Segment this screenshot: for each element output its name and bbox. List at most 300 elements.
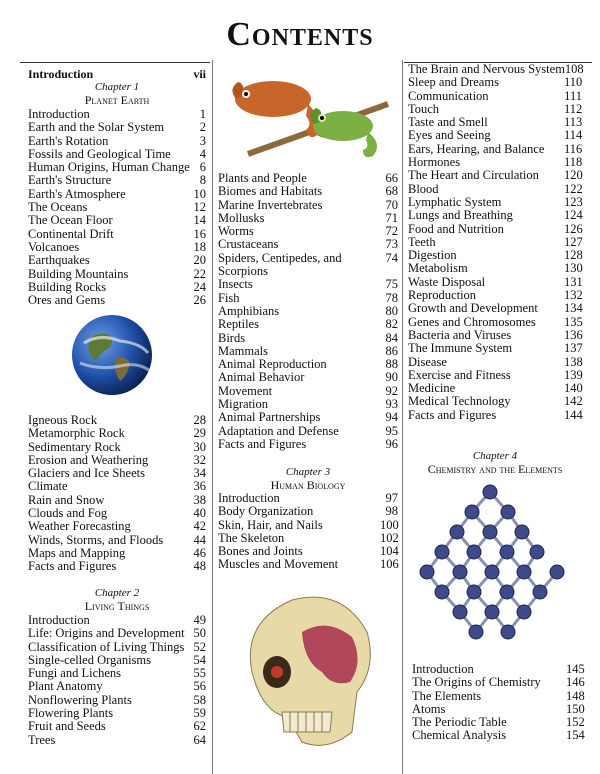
toc-entry-page: 136 [564,327,583,342]
toc-entry-title: Biomes and Habitats [218,184,323,199]
toc-entry [218,398,398,411]
toc-entry-page: 28 [193,413,206,427]
toc-entry-title: Earth's Rotation [28,133,109,148]
toc-entry-title: Animal Behavior [218,370,305,385]
toc-entry-title: Eyes and Seeing [408,128,491,143]
toc-entry-title: The Origins of Chemistry [412,675,541,690]
toc-entry-title: Human Origins, Human Change [28,160,190,175]
toc-entry [218,545,398,558]
toc-entry-title: Muscles and Movement [218,557,339,572]
earth-list-2 [28,414,206,574]
atom [517,605,531,619]
toc-entry-page: 18 [193,239,206,254]
earth-globe-illustration [70,313,155,398]
toc-entry [218,318,398,331]
toc-entry-page: 71 [385,210,398,225]
atom [450,525,464,539]
toc-entry-title: Earth and the Solar System [28,120,165,135]
toc-entry [28,214,206,227]
toc-entry [28,534,206,547]
toc-entry [218,519,398,532]
toc-entry-title: Life: Origins and Development [28,626,185,641]
atom [453,605,467,619]
toc-entry-title: Crustaceans [218,237,279,252]
toc-entry-page: 102 [380,530,399,545]
toc-entry-title: Touch [408,101,440,116]
toc-entry-page: 140 [564,381,583,396]
toc-entry [408,236,582,249]
atom [517,565,531,579]
toc-entry [28,68,206,81]
toc-entry-page: 8 [199,173,206,188]
toc-entry [408,302,582,315]
toc-entry [28,294,206,307]
toc-entry-title: Reproduction [408,288,477,303]
toc-entry-title: Glaciers and Ice Sheets [28,466,145,481]
toc-entry-page: 94 [385,410,398,425]
toc-entry-title: Insects [218,277,253,292]
toc-entry-page: 104 [380,544,399,559]
toc-entry-page: 130 [564,261,583,276]
toc-entry [28,188,206,201]
toc-entry-title: Medical Technology [408,394,511,409]
atom [550,565,564,579]
skull-illustration [232,582,382,758]
toc-entry [28,108,206,121]
toc-entry-page: 154 [566,728,585,743]
toc-entry-page: 128 [564,248,583,263]
atom [465,505,479,519]
toc-entry-title: Metamorphic Rock [28,426,125,441]
toc-entry-title: Animal Partnerships [218,410,321,425]
toc-entry [408,169,582,182]
toc-entry-title: Migration [218,397,268,412]
toc-entry-title: Climate [28,479,68,494]
toc-entry-page: 55 [193,666,206,681]
toc-entry-title: Building Mountains [28,266,129,281]
page-title: Contents [226,16,374,53]
toc-entry [218,292,398,305]
toc-entry-title: Fish [218,290,240,305]
toc-entry-title: Growth and Development [408,301,538,316]
toc-entry-title: The Brain and Nervous System [408,62,565,76]
toc-entry-page: 152 [566,715,585,730]
toc-entry-page: 1 [199,107,206,121]
toc-entry-page: 127 [564,234,583,249]
toc-entry [408,143,582,156]
atom [469,625,483,639]
toc-entry [28,427,206,440]
toc-entry-title: Disease [408,354,447,369]
toc-entry [28,454,206,467]
chapter-2-heading [28,587,206,614]
toc-entry-title: Waste Disposal [408,274,486,289]
toc-entry-title: Spiders, Centipedes, and Scorpions [218,250,342,279]
chapter-1-heading [28,81,206,108]
toc-entry-title: Exercise and Fitness [408,367,511,382]
toc-entry-page: 88 [385,357,398,372]
atom [515,525,529,539]
toc-entry-page: 6 [199,160,206,175]
toc-entry [28,281,206,294]
toc-entry [218,358,398,371]
toc-entry [218,492,398,505]
toc-entry-title: Amphibians [218,303,280,318]
toc-entry-page: 111 [564,88,582,103]
toc-entry-title: The Oceans [28,200,88,215]
toc-entry-title: Metabolism [408,261,468,276]
atom [501,505,515,519]
toc-entry-title: Erosion and Weathering [28,452,149,467]
toc-entry-page: 26 [193,293,206,308]
toc-entry-page: 4 [199,146,206,161]
toc-entry-title: Genes and Chromosomes [408,314,536,329]
toc-entry-page: 123 [564,194,583,209]
toc-entry-title: Fruit and Seeds [28,719,106,734]
atom [467,545,481,559]
toc-entry-page: 131 [564,274,583,289]
toc-entry-page: 82 [385,317,398,332]
toc-entry-page: 106 [380,557,399,572]
toc-entry [28,560,206,573]
toc-entry [408,103,582,116]
toc-entry-page: 86 [385,343,398,358]
toc-entry [28,441,206,454]
toc-entry-page: 42 [193,519,206,534]
toc-entry [28,507,206,520]
toc-entry [218,278,398,291]
toc-entry-page: 142 [564,394,583,409]
toc-entry [28,547,206,560]
toc-entry-page: 74 [385,250,398,265]
atom [485,565,499,579]
chapter-name: Chemistry and the Elements [427,462,563,476]
toc-entry [218,185,398,198]
toc-entry [28,627,206,640]
toc-entry-title: Building Rocks [28,279,107,294]
toc-entry-page: 56 [193,679,206,694]
atom [420,565,434,579]
toc-entry-page: 118 [564,155,583,170]
toc-entry-title: Animal Reproduction [218,357,327,372]
toc-entry-page: 97 [385,491,398,505]
toc-entry [28,201,206,214]
toc-entry-title: Mollusks [218,210,265,225]
toc-entry-title: Facts and Figures [28,559,117,574]
toc-entry [408,369,582,382]
toc-entry-page: 132 [564,288,583,303]
toc-entry [408,183,582,196]
toc-entry-page: 20 [193,253,206,268]
toc-entry [408,63,582,76]
toc-entry-page: 84 [385,330,398,345]
molecule-illustration [412,478,582,648]
toc-entry-title: Bacteria and Viruses [408,327,512,342]
toc-entry-page: 90 [385,370,398,385]
toc-entry-page: 64 [193,732,206,747]
toc-entry-title: Earthquakes [28,253,90,268]
toc-entry [28,641,206,654]
toc-entry [218,411,398,424]
toc-entry-title: Volcanoes [28,239,80,254]
toc-entry-page: 146 [566,675,585,690]
toc-entry [28,707,206,720]
toc-entry [28,720,206,733]
intro-list [28,68,206,81]
toc-entry-title: Mammals [218,343,268,358]
toc-entry [408,316,582,329]
toc-entry-page: 80 [385,303,398,318]
toc-entry [408,249,582,262]
toc-entry [28,414,206,427]
toc-entry-title: Plant Anatomy [28,679,103,694]
toc-entry-page: 68 [385,184,398,199]
toc-entry-page: 54 [193,652,206,667]
toc-entry [28,480,206,493]
toc-entry-page: 58 [193,692,206,707]
toc-entry-title: Earth's Atmosphere [28,186,126,201]
toc-entry [218,425,398,438]
toc-entry [408,223,582,236]
toc-entry [412,729,584,742]
toc-entry-page: 38 [193,492,206,507]
toc-entry [218,371,398,384]
toc-entry-title: Communication [408,88,489,103]
toc-entry-page: 113 [564,115,583,130]
toc-entry-title: Lymphatic System [408,194,502,209]
toc-entry-title: Introduction [28,107,90,121]
toc-entry-title: The Ocean Floor [28,213,113,228]
toc-entry [412,690,584,703]
toc-entry-page: 73 [385,237,398,252]
toc-entry-title: The Immune System [408,341,513,356]
toc-entry-title: The Periodic Table [412,715,507,730]
toc-entry-page: 145 [566,662,585,676]
toc-entry-page: 10 [193,186,206,201]
toc-entry-title: Rain and Snow [28,492,105,507]
toc-entry-title: Sedimentary Rock [28,439,121,454]
atom [500,585,514,599]
toc-entry [28,254,206,267]
toc-entry-page: 46 [193,545,206,560]
toc-entry-page: 22 [193,266,206,281]
toc-entry-page: 148 [566,688,585,703]
toc-entry-page: 2 [199,120,206,135]
toc-entry-page: 96 [385,436,398,451]
toc-entry-page: 70 [385,197,398,212]
toc-entry-page: 62 [193,719,206,734]
toc-entry-title: Reptiles [218,317,259,332]
toc-entry-title: Earth's Structure [28,173,112,188]
toc-entry-title: Marine Invertebrates [218,197,323,212]
toc-entry-page: 72 [385,224,398,239]
toc-entry-title: Weather Forecasting [28,519,131,534]
toc-entry [218,532,398,545]
toc-entry [28,135,206,148]
toc-entry [408,395,582,408]
toc-entry-title: Skin, Hair, and Nails [218,517,323,532]
toc-entry-page: 40 [193,506,206,521]
atom [467,585,481,599]
toc-entry-title: Facts and Figures [218,436,307,451]
toc-entry-page: 116 [564,141,583,156]
toc-entry-title: Winds, Storms, and Floods [28,532,164,547]
chapter-3-list [218,492,398,572]
toc-entry [408,262,582,275]
toc-entry [28,614,206,627]
toc-entry-title: Chemical Analysis [412,728,507,743]
toc-entry [218,505,398,518]
toc-entry [28,654,206,667]
toc-entry-title: Continental Drift [28,226,114,241]
toc-entry [408,409,582,422]
toc-entry [408,342,582,355]
toc-entry-page: 122 [564,181,583,196]
toc-entry-title: Introduction [28,613,90,627]
toc-entry-page: 112 [564,101,583,116]
toc-entry-title: Food and Nutrition [408,221,504,236]
toc-entry-title: Introduction [28,67,94,81]
chameleon-illustration [218,64,398,168]
atom [483,525,497,539]
toc-entry [218,212,398,225]
toc-entry-title: The Heart and Circulation [408,168,539,183]
toc-entry-page: 34 [193,466,206,481]
toc-entry [218,438,398,451]
toc-entry-title: Movement [218,383,273,398]
chapter-2-list-continued [218,172,398,451]
atom [485,605,499,619]
toc-entry [408,76,582,89]
toc-entry-title: Facts and Figures [408,407,497,422]
toc-entry [218,385,398,398]
atom [435,545,449,559]
toc-entry-page: 108 [564,62,584,76]
chapter-3-heading [218,466,398,493]
toc-entry [412,716,584,729]
toc-entry-title: Introduction [412,662,474,676]
toc-entry [408,209,582,222]
toc-entry-title: Maps and Mapping [28,545,126,560]
toc-entry-page: 98 [385,504,398,519]
toc-entry [28,174,206,187]
toc-entry-page: 137 [564,341,583,356]
toc-entry-page: 78 [385,290,398,305]
atom [435,585,449,599]
toc-entry-page: 29 [193,426,206,441]
toc-entry-title: Adaptation and Defense [218,423,339,438]
toc-entry-page: 16 [193,226,206,241]
toc-entry-title: Introduction [218,491,280,505]
chapter-number: Chapter 4 [472,450,518,462]
toc-entry [28,520,206,533]
toc-entry-page: 124 [564,208,583,223]
toc-entry-title: Clouds and Fog [28,506,108,521]
toc-entry [408,356,582,369]
toc-entry [408,382,582,395]
toc-entry [408,329,582,342]
toc-entry-title: Trees [28,732,56,747]
toc-entry [412,703,584,716]
toc-entry [28,467,206,480]
toc-entry-page: 49 [193,613,206,627]
toc-entry-title: Atoms [412,701,446,716]
toc-entry-page: 150 [566,701,585,716]
atom [500,545,514,559]
toc-entry-title: Fungi and Lichens [28,666,122,681]
toc-entry-page: 138 [564,354,583,369]
toc-entry-page: 36 [193,479,206,494]
toc-entry-page: 30 [193,439,206,454]
toc-entry-title: Birds [218,330,246,345]
toc-entry [408,156,582,169]
toc-entry-title: Digestion [408,248,457,263]
toc-entry-page: 114 [564,128,583,143]
toc-entry [28,228,206,241]
chapter-name: Human Biology [270,478,346,492]
toc-entry-page: 139 [564,367,583,382]
atom [533,585,547,599]
toc-entry [408,289,582,302]
toc-entry-title: Nonflowering Plants [28,692,132,707]
toc-entry-page: 50 [193,626,206,641]
toc-entry [218,252,398,279]
toc-entry [28,494,206,507]
toc-entry [218,345,398,358]
toc-entry-page: 3 [199,133,206,148]
toc-entry [218,305,398,318]
toc-entry [28,161,206,174]
toc-entry-title: Plants and People [218,171,307,185]
atom [453,565,467,579]
toc-entry [408,116,582,129]
toc-entry-page: 135 [564,314,583,329]
toc-entry-page: 24 [193,279,206,294]
toc-entry-page: 52 [193,639,206,654]
atom [501,625,515,639]
toc-entry [28,680,206,693]
toc-entry-title: The Elements [412,688,482,703]
chapter-name: Living Things [84,599,150,613]
chapter-number: Chapter 1 [94,81,140,93]
toc-entry-page: 93 [385,397,398,412]
chapter-number: Chapter 3 [285,466,331,478]
toc-entry [218,225,398,238]
chapter-3-list-continued [408,63,582,422]
toc-entry-title: Igneous Rock [28,413,98,427]
toc-entry-page: 32 [193,452,206,467]
toc-entry-title: Fossils and Geological Time [28,146,171,161]
toc-entry-title: The Skeleton [218,530,285,545]
toc-entry-title: Medicine [408,381,456,396]
toc-entry [28,268,206,281]
toc-entry-title: Flowering Plants [28,706,114,721]
toc-entry-title: Sleep and Dreams [408,75,499,90]
toc-entry-title: Blood [408,181,439,196]
toc-entry [28,694,206,707]
toc-entry [218,238,398,251]
toc-entry-title: Bones and Joints [218,544,303,559]
toc-entry-title: Worms [218,224,254,239]
toc-entry-page: 75 [385,277,398,292]
chapter-2-list [28,614,206,747]
toc-entry-page: 110 [564,75,583,90]
toc-entry-page: 14 [193,213,206,228]
toc-entry [408,129,582,142]
toc-entry-title: Ears, Hearing, and Balance [408,141,545,156]
toc-entry-title: Lungs and Breathing [408,208,513,223]
toc-entry [408,276,582,289]
